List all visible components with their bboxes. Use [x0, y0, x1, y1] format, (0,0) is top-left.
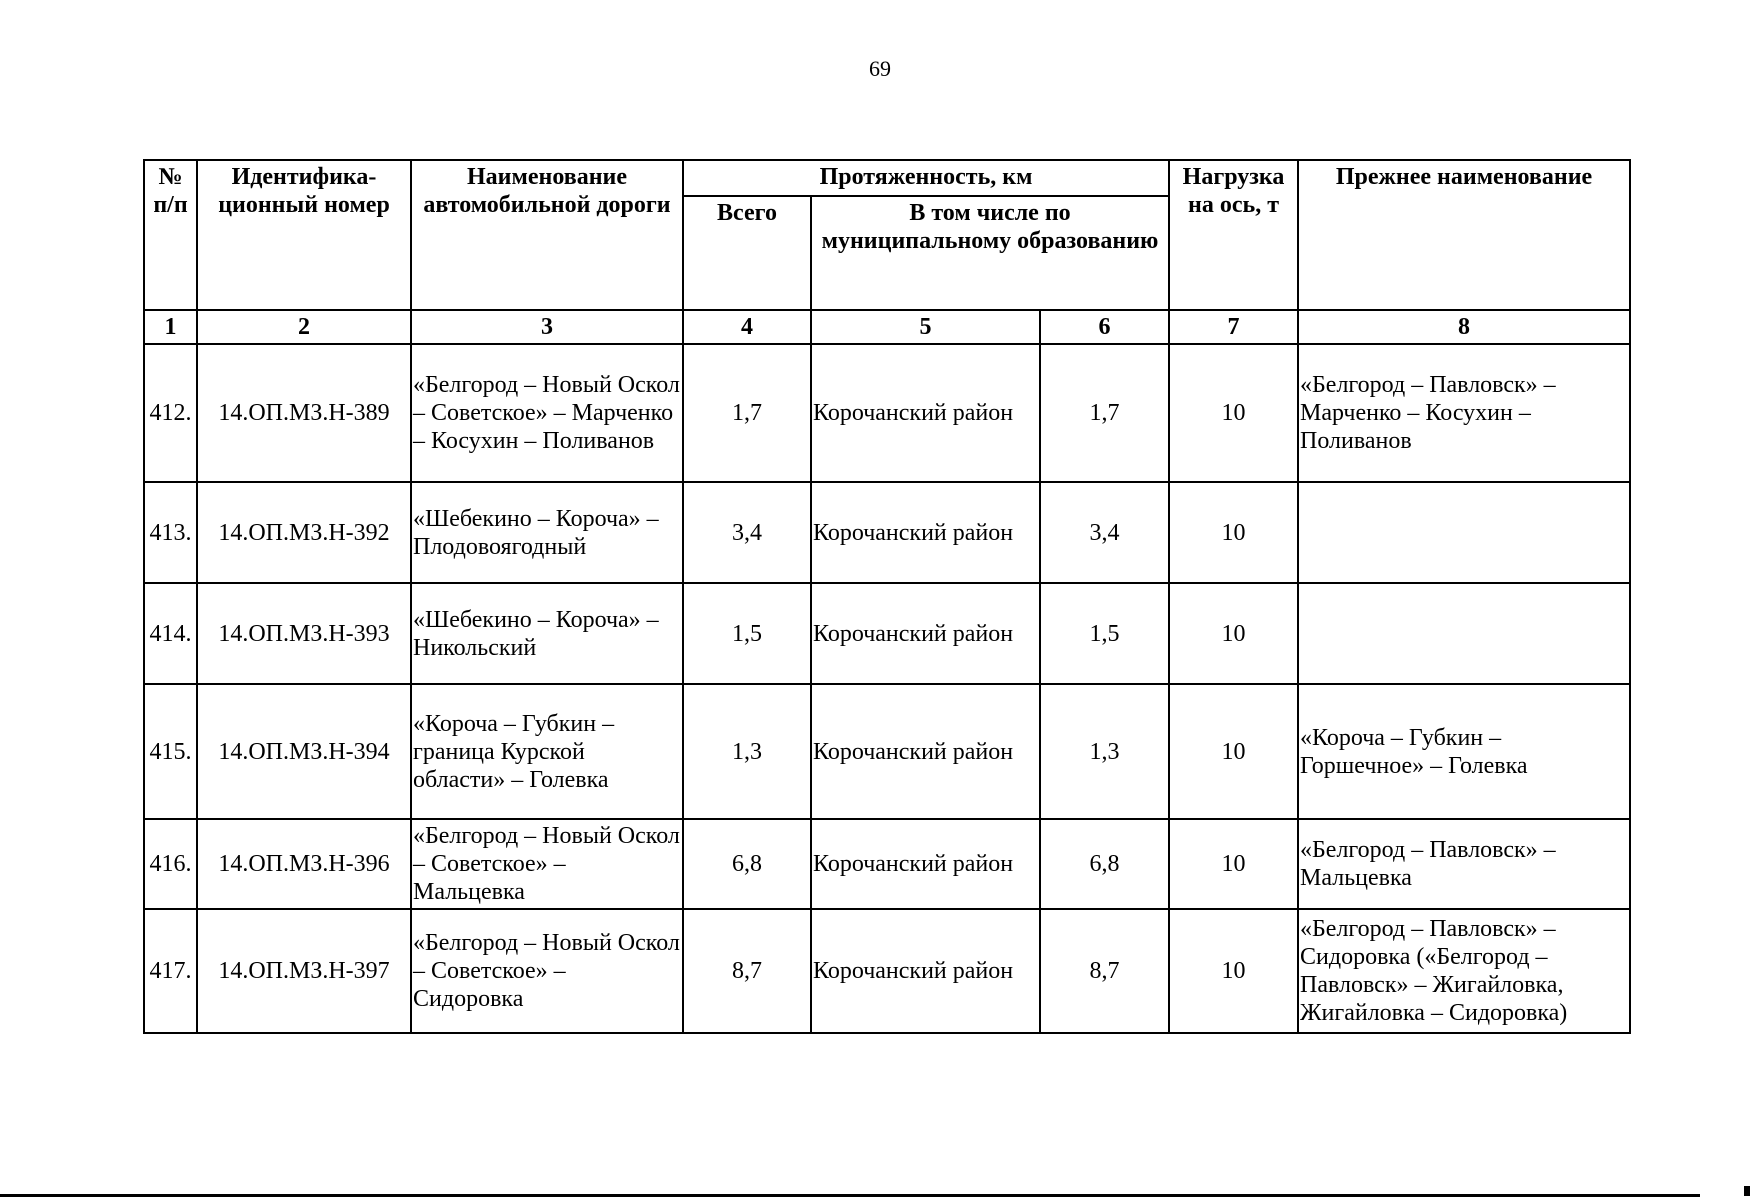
cell-total-length: 1,7	[683, 344, 811, 482]
cell-row-number: 415.	[144, 684, 197, 819]
column-number: 2	[197, 310, 411, 344]
scan-corner-mark	[1744, 1186, 1750, 1196]
cell-municipal-length: 8,7	[1040, 909, 1169, 1033]
header-road-name: Наименование автомобильной дороги	[411, 160, 683, 310]
cell-row-number: 412.	[144, 344, 197, 482]
table-row	[144, 684, 1630, 819]
cell-row-number: 414.	[144, 583, 197, 684]
cell-municipal-length: 1,3	[1040, 684, 1169, 819]
cell-axle-load: 10	[1169, 344, 1298, 482]
column-number: 4	[683, 310, 811, 344]
cell-row-number: 413.	[144, 482, 197, 583]
cell-row-number: 417.	[144, 909, 197, 1033]
cell-former-name: «Белгород – Павловск» – Сидоровка («Белгород – Павловск» – Жигайловка, Жигайловка – Сидоровка)	[1298, 909, 1630, 1033]
roads-table	[143, 159, 1631, 1034]
cell-municipal-length: 1,5	[1040, 583, 1169, 684]
column-number: 6	[1040, 310, 1169, 344]
cell-identifier: 14.ОП.МЗ.Н-389	[197, 344, 411, 482]
header-row-top	[144, 160, 1630, 196]
cell-road-name: «Белгород – Новый Оскол – Советское» – Марченко – Косухин – Поливанов	[411, 344, 683, 482]
table-row	[144, 819, 1630, 909]
column-number-row	[144, 310, 1630, 344]
column-number: 5	[811, 310, 1040, 344]
cell-axle-load: 10	[1169, 909, 1298, 1033]
bottom-scan-rule	[0, 1194, 1700, 1197]
page-number: 69	[869, 56, 891, 81]
cell-axle-load: 10	[1169, 819, 1298, 909]
table-row	[144, 344, 1630, 482]
cell-road-name: «Шебекино – Короча» – Никольский	[411, 583, 683, 684]
column-number: 1	[144, 310, 197, 344]
header-including-municipal: В том числе по муниципальному образованию	[811, 196, 1169, 310]
cell-total-length: 1,5	[683, 583, 811, 684]
cell-former-name	[1298, 482, 1630, 583]
cell-municipality: Корочанский район	[811, 684, 1040, 819]
cell-identifier: 14.ОП.МЗ.Н-394	[197, 684, 411, 819]
column-number: 3	[411, 310, 683, 344]
header-former-name: Прежнее наименование	[1298, 160, 1630, 310]
cell-total-length: 8,7	[683, 909, 811, 1033]
cell-municipality: Корочанский район	[811, 909, 1040, 1033]
cell-identifier: 14.ОП.МЗ.Н-392	[197, 482, 411, 583]
cell-former-name: «Белгород – Павловск» – Мальцевка	[1298, 819, 1630, 909]
cell-municipal-length: 3,4	[1040, 482, 1169, 583]
cell-axle-load: 10	[1169, 684, 1298, 819]
header-length-group: Протяженность, км	[683, 160, 1169, 196]
cell-municipal-length: 6,8	[1040, 819, 1169, 909]
cell-total-length: 1,3	[683, 684, 811, 819]
cell-former-name: «Короча – Губкин – Горшечное» – Голевка	[1298, 684, 1630, 819]
cell-former-name: «Белгород – Павловск» – Марченко – Косухин – Поливанов	[1298, 344, 1630, 482]
cell-municipality: Корочанский район	[811, 344, 1040, 482]
cell-road-name: «Шебекино – Короча» – Плодовоягодный	[411, 482, 683, 583]
cell-identifier: 14.ОП.МЗ.Н-396	[197, 819, 411, 909]
cell-identifier: 14.ОП.МЗ.Н-393	[197, 583, 411, 684]
table-row	[144, 909, 1630, 1033]
table-row	[144, 583, 1630, 684]
cell-row-number: 416.	[144, 819, 197, 909]
cell-axle-load: 10	[1169, 482, 1298, 583]
cell-total-length: 6,8	[683, 819, 811, 909]
cell-identifier: 14.ОП.МЗ.Н-397	[197, 909, 411, 1033]
cell-axle-load: 10	[1169, 583, 1298, 684]
table-row	[144, 482, 1630, 583]
column-number: 8	[1298, 310, 1630, 344]
cell-road-name: «Белгород – Новый Оскол – Советское» – Сидоровка	[411, 909, 683, 1033]
header-row-number: № п/п	[144, 160, 197, 310]
header-total: Всего	[683, 196, 811, 310]
cell-municipality: Корочанский район	[811, 819, 1040, 909]
cell-municipality: Корочанский район	[811, 583, 1040, 684]
cell-road-name: «Короча – Губкин – граница Курской области» – Голевка	[411, 684, 683, 819]
cell-municipal-length: 1,7	[1040, 344, 1169, 482]
cell-former-name	[1298, 583, 1630, 684]
cell-municipality: Корочанский район	[811, 482, 1040, 583]
header-identifier: Идентифика-ционный номер	[197, 160, 411, 310]
cell-total-length: 3,4	[683, 482, 811, 583]
cell-road-name: «Белгород – Новый Оскол – Советское» – Мальцевка	[411, 819, 683, 909]
column-number: 7	[1169, 310, 1298, 344]
header-axle-load: Нагрузка на ось, т	[1169, 160, 1298, 310]
